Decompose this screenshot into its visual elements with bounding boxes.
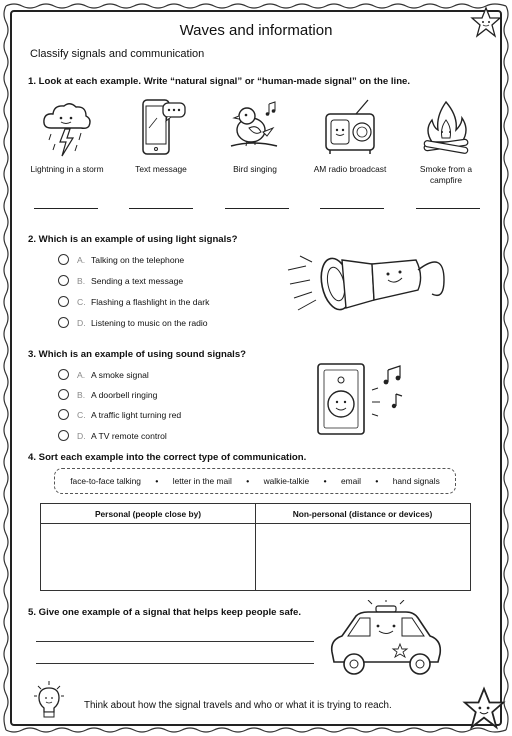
radio-button[interactable] <box>58 389 69 400</box>
radio-button[interactable] <box>58 275 69 286</box>
word-bank-item[interactable]: email <box>340 476 361 486</box>
question-2-prompt: 2. Which is an example of using light signals? <box>28 234 238 245</box>
option-text: Talking on the telephone <box>91 254 185 265</box>
answer-line[interactable] <box>320 208 384 209</box>
example-campfire <box>406 98 486 186</box>
lightbulb-icon <box>34 680 64 720</box>
radio-button[interactable] <box>58 369 69 380</box>
flashlight-icon <box>284 240 464 320</box>
option-letter: A. <box>77 369 86 380</box>
question-5-prompt: 5. Give one example of a signal that helps keep people safe. <box>28 607 301 618</box>
answer-line[interactable] <box>36 663 314 664</box>
radio-button[interactable] <box>58 296 69 307</box>
doorbell-icon <box>316 358 416 438</box>
separator: • <box>323 476 327 486</box>
police-car-icon <box>326 600 446 680</box>
example-label: AM radio broadcast <box>313 164 387 174</box>
example-text-message <box>121 98 201 175</box>
page-subtitle: Classify signals and communication <box>30 48 205 60</box>
separator: • <box>155 476 159 486</box>
answer-line[interactable] <box>129 208 193 209</box>
radio-button[interactable] <box>58 254 69 265</box>
option-letter: C. <box>77 409 86 420</box>
example-bird-singing <box>215 98 295 175</box>
option-letter: A. <box>77 254 86 265</box>
storm-cloud-icon <box>39 98 95 158</box>
option-row[interactable] <box>58 254 184 265</box>
bird-icon <box>227 98 283 158</box>
smartphone-icon <box>133 98 189 158</box>
separator: • <box>246 476 250 486</box>
column-header-non-personal: Non-personal (distance or devices) <box>255 504 470 524</box>
option-letter: B. <box>77 389 86 400</box>
option-text: Flashing a flashlight in the dark <box>91 296 210 307</box>
word-bank-item[interactable]: letter in the mail <box>172 476 232 486</box>
option-row[interactable] <box>58 296 209 307</box>
option-letter: D. <box>77 430 86 441</box>
example-label: Lightning in a storm <box>30 164 104 174</box>
campfire-icon <box>418 98 474 158</box>
option-text: Listening to music on the radio <box>91 317 208 328</box>
radio-button[interactable] <box>58 317 69 328</box>
option-letter: D. <box>77 317 86 328</box>
option-text: A traffic light turning red <box>91 409 182 420</box>
hint-text: Think about how the signal travels and who or what it is trying to reach. <box>84 700 392 711</box>
option-letter: B. <box>77 275 86 286</box>
option-text: A doorbell ringing <box>91 389 158 400</box>
option-text: Sending a text message <box>91 275 184 286</box>
option-row[interactable] <box>58 369 149 380</box>
example-label: Bird singing <box>233 164 277 174</box>
radio-button[interactable] <box>58 409 69 420</box>
radio-button[interactable] <box>58 430 69 441</box>
word-bank <box>54 468 456 494</box>
sort-table <box>40 503 471 591</box>
question-3-prompt: 3. Which is an example of using sound signals? <box>28 349 247 360</box>
radio-icon <box>322 98 378 158</box>
personal-answer-area[interactable] <box>41 525 254 590</box>
word-bank-item[interactable]: hand signals <box>392 476 440 486</box>
answer-line[interactable] <box>416 208 480 209</box>
option-text: A smoke signal <box>91 369 149 380</box>
option-letter: C. <box>77 296 86 307</box>
question-4-prompt: 4. Sort each example into the correct type of communication. <box>28 452 307 463</box>
answer-line[interactable] <box>225 208 289 209</box>
answer-line[interactable] <box>34 208 98 209</box>
non-personal-answer-area[interactable] <box>256 525 470 590</box>
option-row[interactable] <box>58 275 183 286</box>
question-1-prompt: 1. Look at each example. Write “natural signal” or “human-made signal” on the line. <box>28 76 411 87</box>
answer-line[interactable] <box>36 641 314 642</box>
option-row[interactable] <box>58 389 157 400</box>
option-row[interactable] <box>58 409 181 420</box>
example-lightning <box>27 98 107 175</box>
example-am-radio <box>310 98 390 175</box>
option-row[interactable] <box>58 317 208 328</box>
smiling-star-icon <box>462 686 506 730</box>
word-bank-item[interactable]: walkie-talkie <box>263 476 310 486</box>
separator: • <box>375 476 379 486</box>
example-label: Smoke from a campfire <box>419 164 473 185</box>
page-title: Waves and information <box>179 22 333 39</box>
example-label: Text message <box>135 164 187 174</box>
examples-row <box>20 98 490 218</box>
column-header-personal: Personal (people close by) <box>41 504 255 524</box>
word-bank-item[interactable]: face-to-face talking <box>70 476 141 486</box>
option-text: A TV remote control <box>91 430 167 441</box>
option-row[interactable] <box>58 430 167 441</box>
